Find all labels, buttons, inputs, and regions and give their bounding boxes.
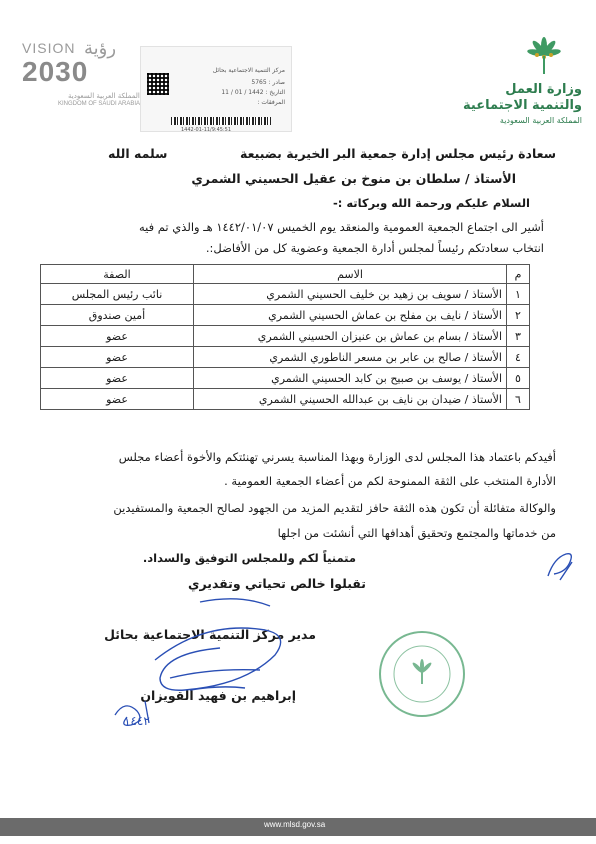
header-num: م (507, 265, 530, 284)
ministry-country: المملكة العربية السعودية (499, 116, 582, 125)
row-name: الأستاذ / ضيدان بن نايف بن عبدالله الحسيني الشمري (194, 389, 507, 410)
ministry-name-line1: وزارة العمل (505, 82, 582, 97)
handwritten-date: ١٤٤٢ (124, 714, 150, 728)
vision-2030-logo (18, 38, 141, 108)
row-role: عضو (41, 326, 194, 347)
signer-name: إبراهيم بن فهيد القويزان (140, 688, 296, 703)
stamp-label-attach: المرفقات (261, 99, 285, 106)
stamp-footer: 1442-01-11/9:45:51 (181, 127, 232, 133)
stamp-number: 5765 (251, 79, 267, 86)
vision-kingdom-en: KINGDOM OF SAUDI ARABIA (58, 101, 141, 107)
paragraph-3-line-2: من خدماتها والمجتمع وتحقيق أهدافها التي أنشئت من اجلها (277, 526, 556, 540)
table-row (41, 368, 530, 389)
row-num: ٢ (507, 305, 530, 326)
stamp-date: 1442 / 01 / 11 (221, 89, 264, 96)
row-num: ٥ (507, 368, 530, 389)
row-num: ٣ (507, 326, 530, 347)
row-num: ٦ (507, 389, 530, 410)
vision-en: VISION (22, 40, 76, 56)
margin-annotation-icon (540, 546, 580, 586)
paragraph-3-line-1: والوكالة متفائلة أن تكون هذه الثقة حافز لتقديم المزيد من الجهود لصالح الجمعية والمستفيدين (113, 501, 556, 515)
qr-code-icon (147, 73, 169, 95)
header-role: الصفة (41, 265, 194, 284)
barcode-icon (171, 117, 271, 125)
table-row (41, 326, 530, 347)
stamp-title: مركز التنمية الاجتماعية بحائل (212, 67, 285, 74)
ministry-name-line2: والتنمية الاجتماعية (463, 98, 582, 113)
table-row (41, 284, 530, 305)
stamp-label-date: التاريخ (269, 89, 285, 96)
row-role: عضو (41, 347, 194, 368)
row-role: نائب رئيس المجلس (41, 284, 194, 305)
board-members-table (40, 264, 530, 410)
paragraph-1-line-1: أشير الى اجتماع الجمعية العمومية والمنعقد يوم الخميس ١٤٤٢/٠١/٠٧ هـ والذي تم فيه (138, 220, 544, 234)
greeting-line: سعادة رئيس مجلس إدارة جمعية البر الخيرية بضبيعة (239, 146, 556, 161)
official-seal-icon (376, 628, 468, 720)
closing-wish: متمنياً لكم وللمجلس التوفيق والسداد. (142, 551, 356, 565)
row-num: ١ (507, 284, 530, 305)
row-role: عضو (41, 389, 194, 410)
greeting-closing: سلمه الله (108, 146, 168, 161)
vision-year: 2030 (22, 56, 89, 87)
row-role: عضو (41, 368, 194, 389)
footer-url: www.mlsd.gov.sa (264, 820, 326, 829)
row-name: الأستاذ / يوسف بن صبيح بن كابد الحسيني الشمري (194, 368, 507, 389)
paragraph-2-line-1: أفيدكم باعتماد هذا المجلس لدى الوزارة وبهذا المناسبة يسرني تهنئتكم والأخوة أعضاء مجلس (118, 450, 556, 464)
table-row (41, 347, 530, 368)
row-role: أمين صندوق (41, 305, 194, 326)
paragraph-2-line-2: الأدارة المنتخب على الثقة الممنوحة لكم من أعضاء الجمعية العمومية . (224, 474, 556, 488)
header-name: الاسم (194, 265, 507, 284)
row-name: الأستاذ / بسام بن عماش بن عنيزان الحسيني الشمري (194, 326, 507, 347)
palm-logo-icon (524, 36, 564, 76)
stamp-label-number: صادر (272, 79, 285, 86)
row-name: الأستاذ / سويف بن زهيد بن خليف الحسيني الشمري (194, 284, 507, 305)
addressee: الأستاذ / سلطان بن منوخ بن عقيل الحسيني الشمري (191, 171, 516, 186)
table-header-row (41, 265, 530, 284)
row-num: ٤ (507, 347, 530, 368)
signer-title: مدير مركز التنمية الاجتماعية بحائل (104, 627, 316, 642)
table-row (41, 389, 530, 410)
table-row (41, 305, 530, 326)
row-name: الأستاذ / صالح بن عابر بن مسعر الناطوري الشمري (194, 347, 507, 368)
closing-regards: تقبلوا خالص تحياتي وتقديري (188, 576, 366, 591)
paragraph-1-line-2: انتخاب سعادتكم رئيساً لمجلس أدارة الجمعية وعضوية كل من الأفاضل:. (205, 241, 544, 255)
vision-kingdom-ar: المملكة العربية السعودية (68, 92, 140, 100)
vision-ar: رؤية (84, 38, 117, 59)
salutation: السلام عليكم ورحمة الله وبركاته :- (332, 196, 530, 210)
reference-stamp: مركز التنمية الاجتماعية بحائل صادر : 5765 التاريخ : 1442 / 01 / 11 المرفقات : 1442-01-11/9:45:51 (140, 46, 292, 132)
row-name: الأستاذ / نايف بن مفلح بن عماش الحسيني الشمري (194, 305, 507, 326)
